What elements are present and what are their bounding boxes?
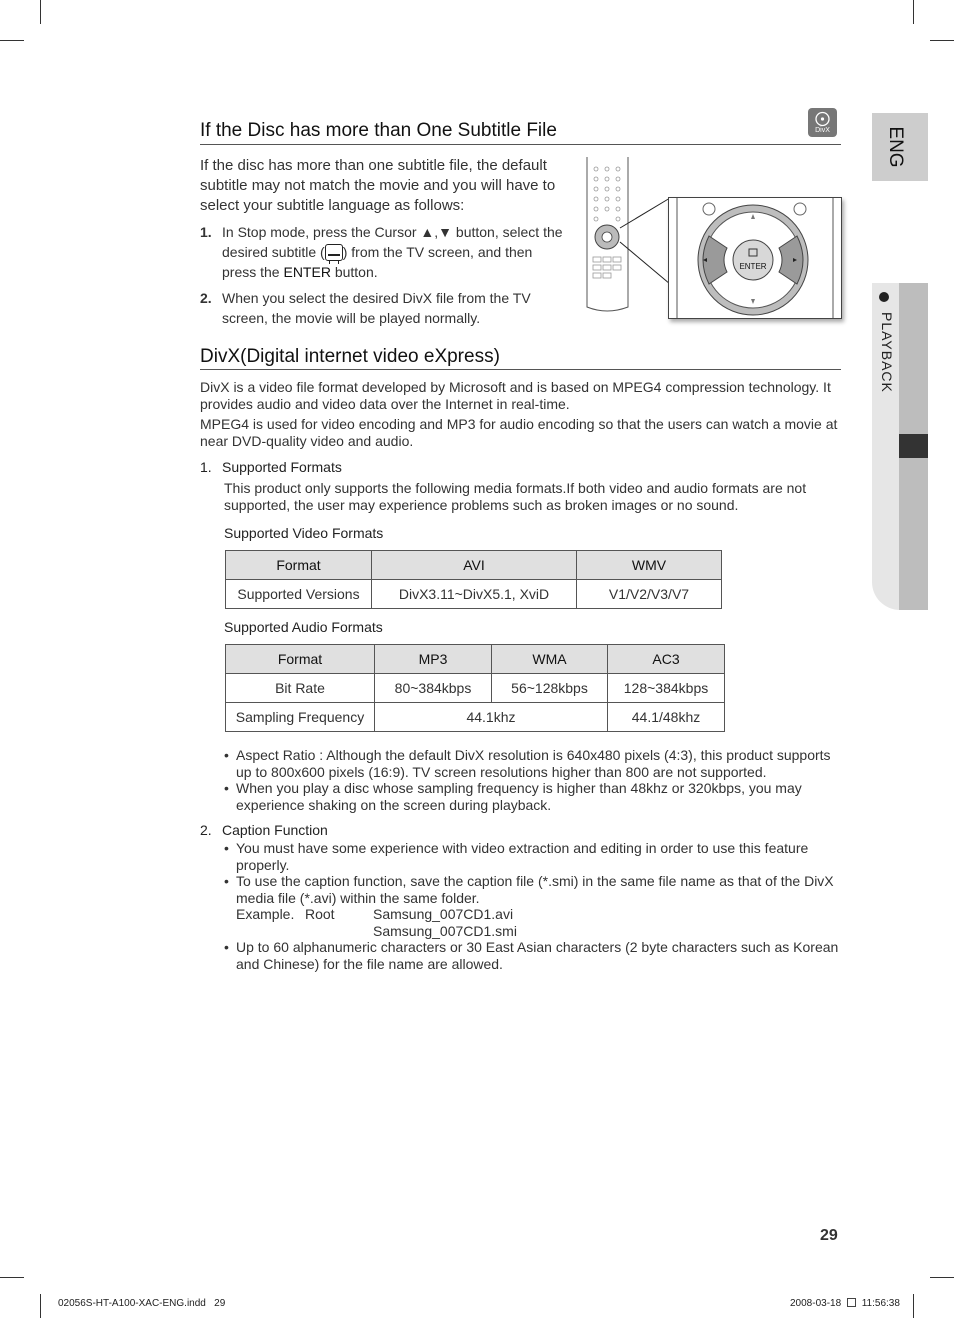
section2-para2: MPEG4 is used for video encoding and MP3 for audio encoding so that the users can watch a movie at near DVD-quality video and audio. — [200, 416, 838, 449]
sidebar-section-label: PLAYBACK — [879, 312, 895, 393]
remote-navigation-zoom — [668, 197, 842, 319]
table-cell: 128~384kbps — [608, 674, 725, 703]
step-item — [200, 222, 568, 282]
table-header-row — [226, 645, 725, 674]
caption-example: Example. Root Samsung_007CD1.avi — [236, 906, 514, 922]
audio-table-title: Supported Audio Formats — [224, 619, 383, 635]
section1-rule — [200, 144, 841, 145]
crop-mark — [913, 1294, 914, 1318]
crop-mark — [930, 40, 954, 41]
table-cell: Supported Versions — [226, 580, 372, 609]
crop-mark — [40, 0, 41, 24]
table-row — [226, 580, 722, 609]
table-header-cell: AC3 — [608, 645, 725, 674]
callout-lines — [615, 196, 675, 286]
item1-heading: 1. Supported Formats — [200, 459, 342, 475]
table-header-row — [226, 551, 722, 580]
crop-mark — [913, 0, 914, 24]
table-header-cell: MP3 — [375, 645, 492, 674]
section1-intro: If the disc has more than one subtitle file, the default subtitle may not match the movie and you will have to select your subtitle language as follows: — [200, 157, 556, 214]
section2-rule — [200, 369, 841, 370]
page-number: 29 — [820, 1227, 838, 1244]
step-number: 2. — [200, 290, 212, 306]
remote-enter-label: ENTER — [739, 262, 767, 271]
sidebar-lang-label: ENG — [885, 126, 906, 168]
table-cell: DivX3.11~DivX5.1, XviD — [372, 580, 577, 609]
section1-title: If the Disc has more than One Subtitle File — [200, 120, 557, 141]
audio-formats-table — [225, 644, 725, 732]
section2-title: DivX(Digital internet video eXpress) — [200, 346, 500, 367]
table-cell: 44.1/48khz — [608, 703, 725, 732]
table-header-cell: Format — [226, 645, 375, 674]
divx-badge-label: DivX — [815, 127, 830, 134]
video-table-title: Supported Video Formats — [224, 525, 384, 541]
table-cell: Sampling Frequency — [226, 703, 375, 732]
crop-mark — [930, 1277, 954, 1278]
table-cell: 56~128kbps — [492, 674, 608, 703]
crop-mark — [40, 1294, 41, 1318]
table-row — [226, 703, 725, 732]
crop-mark — [0, 1277, 24, 1278]
list-item: • Up to 60 alphanumeric characters or 30 East Asian characters (2 byte characters such as Korean and Chinese) for the file name are allowed. — [224, 939, 839, 972]
item2-heading: 2. Caption Function — [200, 822, 328, 838]
sidebar-active-marker — [899, 434, 928, 458]
crop-mark — [0, 40, 24, 41]
sidebar-bullet-icon — [879, 292, 889, 302]
table-cell: 44.1khz — [375, 703, 608, 732]
caption-example-file: Samsung_007CD1.smi — [373, 922, 517, 939]
divx-badge-icon — [808, 108, 837, 137]
footer-datetime: 2008-03-18 11:56:38 — [790, 1298, 900, 1309]
list-item: • Aspect Ratio : Although the default DivX resolution is 640x480 pixels (4:3), this product supports up to 800x600 pixels (16:9). TV screen resolutions higher than 800 are not supported. — [224, 747, 831, 780]
step-item — [200, 288, 568, 328]
table-row — [226, 674, 725, 703]
table-cell: V1/V2/V3/V7 — [577, 580, 722, 609]
step-text: In Stop mode, press the Cursor ▲,▼ button, select the desired subtitle ( ) from the TV screen, and then press the ENTER button. — [222, 224, 563, 280]
table-header-cell: Format — [226, 551, 372, 580]
section2-para1: DivX is a video file format developed by Microsoft and is based on MPEG4 compression technology. It provides audio and video data over the Internet in real-time. — [200, 379, 831, 412]
format-notes — [224, 747, 839, 813]
step-text: When you select the desired DivX file from the TV screen, the movie will be played normally. — [222, 290, 531, 326]
footer-file: 02056S-HT-A100-XAC-ENG.indd 29 — [58, 1298, 226, 1309]
list-item: • To use the caption function, save the caption file (*.smi) in the same file name as that of the DivX media file (*.avi) within the same folder. Example. Root Samsung_007CD1.avi Samsung_007CD1.smi — [224, 873, 839, 939]
table-header-cell: WMA — [492, 645, 608, 674]
video-formats-table — [225, 550, 722, 609]
section1-steps — [200, 222, 568, 334]
table-cell: 80~384kbps — [375, 674, 492, 703]
list-item: • When you play a disc whose sampling frequency is higher than 48khz or 320kbps, you may experience shaking on the screen during playback. — [224, 780, 802, 813]
table-header-cell: AVI — [372, 551, 577, 580]
subtitle-button-icon — [325, 244, 343, 261]
clock-icon — [847, 1298, 856, 1307]
caption-bullets — [224, 840, 839, 972]
item1-description: This product only supports the following media formats.If both video and audio formats are not supported, the user may experience problems such as broken images or no sound. — [224, 480, 807, 513]
table-header-cell: WMV — [577, 551, 722, 580]
list-item: • You must have some experience with video extraction and editing in order to use this feature properly. — [224, 840, 809, 873]
step-number: 1. — [200, 224, 212, 240]
table-cell: Bit Rate — [226, 674, 375, 703]
